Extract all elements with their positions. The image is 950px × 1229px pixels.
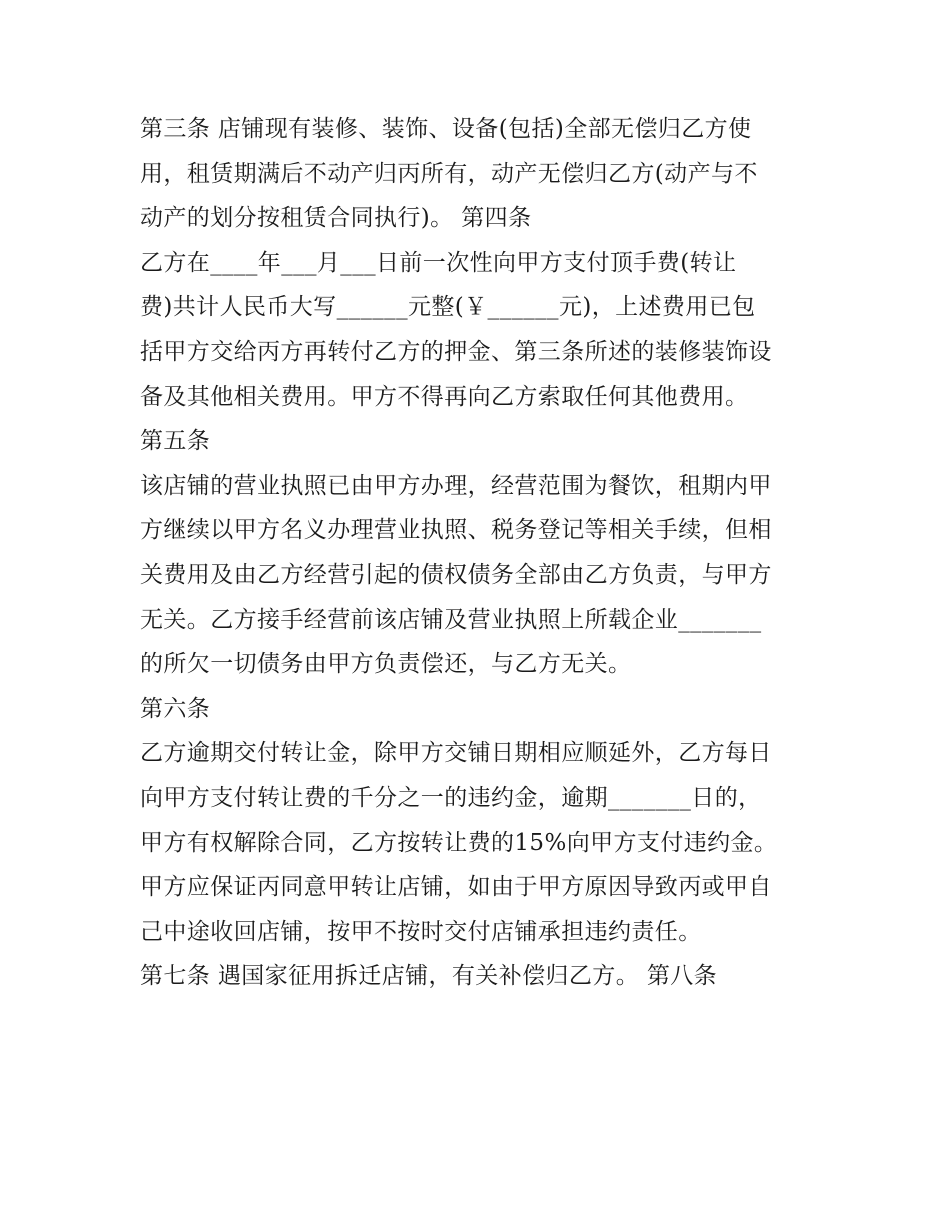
text-line: 第三条 店铺现有装修、装饰、设备(包括)全部无偿归乙方使 bbox=[140, 116, 752, 142]
text-line: 己中途收回店铺，按甲不按时交付店铺承担违约责任。 bbox=[140, 918, 702, 945]
section-heading: 第五条 bbox=[140, 428, 211, 455]
text-line: 方继续以甲方名义办理营业执照、税务登记等相关手续，但相 bbox=[140, 517, 772, 544]
text-line: 用，租赁期满后不动产归丙所有，动产无偿归乙方(动产与不 bbox=[140, 160, 758, 187]
text-line: 甲方有权解除合同，乙方按转让费的15%向甲方支付违约金。 bbox=[140, 829, 778, 856]
text-line: 的所欠一切债务由甲方负责偿还，与乙方无关。 bbox=[140, 651, 632, 678]
section-heading: 第六条 bbox=[140, 695, 211, 722]
text-line: 费)共计人民币大写______元整(￥______元)，上述费用已包 bbox=[140, 294, 756, 321]
text-line: 无关。乙方接手经营前该店铺及营业执照上所载企业_______ bbox=[140, 606, 762, 633]
text-line: 乙方在____年___月___日前一次性向甲方支付顶手费(转让 bbox=[140, 249, 737, 276]
text-line: 关费用及由乙方经营引起的债权债务全部由乙方负责，与甲方 bbox=[140, 561, 772, 588]
text-line: 第七条 遇国家征用拆迁店铺，有关补偿归乙方。 第八条 bbox=[140, 963, 718, 990]
text-line: 甲方应保证丙同意甲转让店铺，如由于甲方原因导致丙或甲自 bbox=[140, 874, 772, 901]
text-line: 动产的划分按租赁合同执行)。 第四条 bbox=[140, 205, 532, 232]
text-line: 向甲方支付转让费的千分之一的违约金，逾期_______日的， bbox=[140, 784, 762, 811]
text-line: 备及其他相关费用。甲方不得再向乙方索取任何其他费用。 bbox=[140, 383, 749, 410]
text-line: 括甲方交给丙方再转付乙方的押金、第三条所述的装修装饰设 bbox=[140, 338, 772, 365]
contract-text bbox=[140, 107, 820, 999]
text-line: 该店铺的营业执照已由甲方办理，经营范围为餐饮，租期内甲 bbox=[140, 472, 772, 499]
text-line: 乙方逾期交付转让金，除甲方交铺日期相应顺延外，乙方每日 bbox=[140, 740, 772, 767]
